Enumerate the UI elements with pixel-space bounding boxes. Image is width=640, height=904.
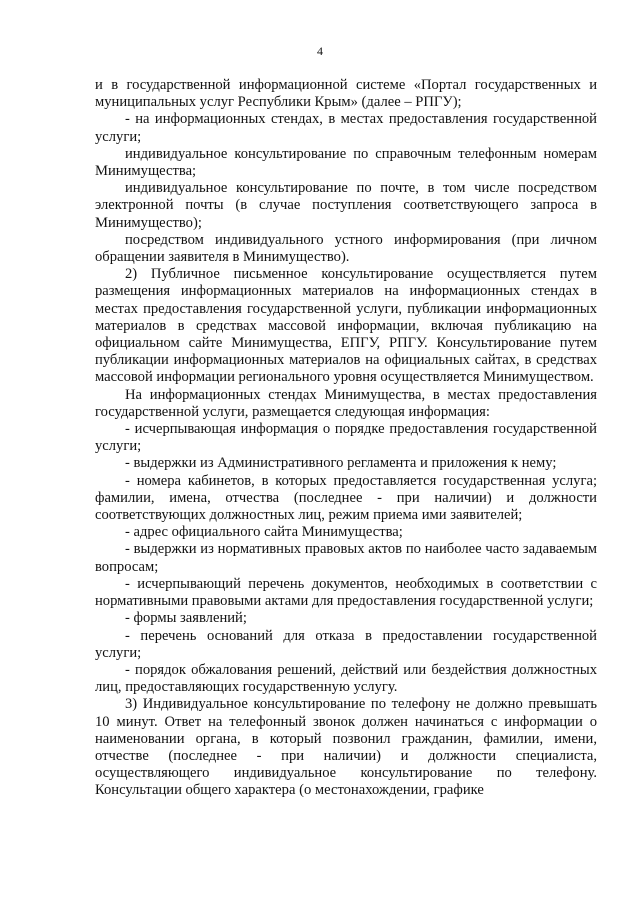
paragraph: индивидуальное консультирование по почте, в том числе посредством электронной почты (в случае поступления соответствующего запроса в Минимущество); <box>95 180 597 231</box>
paragraph: - перечень оснований для отказа в предоставлении государственной услуги; <box>95 627 597 661</box>
paragraph: - на информационных стендах, в местах предоставления государственной услуги; <box>95 111 597 145</box>
paragraph: - формы заявлений; <box>125 610 247 627</box>
paragraph: - адрес официального сайта Минимущества; <box>125 524 403 541</box>
paragraph: 3) Индивидуальное консультирование по телефону не должно превышать 10 минут. Ответ на телефонный звонок должен начинаться с информации о наименовании органа, в который позвонил гражданин, фамилии, имени, отчестве (последнее - при наличии) и должности специалиста, осуществляющего индивидуальное консультирование по телефону. Консультации общего характера (о местонахождении, графике <box>95 696 597 799</box>
paragraph: посредством индивидуального устного информирования (при личном обращении заявителя в Минимущество). <box>95 231 597 266</box>
document-body <box>95 77 597 800</box>
paragraph: - порядок обжалования решений, действий или бездействия должностных лиц, предоставляющих государственную услугу. <box>95 661 597 696</box>
paragraph: На информационных стендах Минимущества, в местах предоставления государственной услуги, размещается следующая информация: <box>95 386 597 420</box>
paragraph: - номера кабинетов, в которых предоставляется государственная услуга; фамилии, имена, отчества (последнее - при наличии) и должности соответствующих должностных лиц, режим приема ими заявителей; <box>95 472 597 524</box>
paragraph: - исчерпывающая информация о порядке предоставления государственной услуги; <box>95 421 597 455</box>
paragraph: - выдержки из нормативных правовых актов по наиболее часто задаваемым вопросам; <box>95 541 597 575</box>
paragraph: 2) Публичное письменное консультирование осуществляется путем размещения информационных материалов на информационных стендах в местах предоставления государственной услуги, публикации информационных материалов в средствах массовой информации, включая публикацию на официальном сайте Минимущества, ЕПГУ, РПГУ. Консультирование путем публикации информационных материалов на официальных сайтах, в средствах массовой информации регионального уровня осуществляется Минимуществом. <box>95 266 597 386</box>
paragraph: и в государственной информационной системе «Портал государственных и муниципальных услуг Республики Крым» (далее – РПГУ); <box>95 77 597 111</box>
paragraph: индивидуальное консультирование по справочным телефонным номерам Минимущества; <box>95 145 597 180</box>
paragraph: - выдержки из Административного регламента и приложения к нему; <box>125 455 557 472</box>
paragraph: - исчерпывающий перечень документов, необходимых в соответствии с нормативными правовыми актами для предоставления государственной услуги; <box>95 575 597 610</box>
page-number: 4 <box>317 44 323 58</box>
